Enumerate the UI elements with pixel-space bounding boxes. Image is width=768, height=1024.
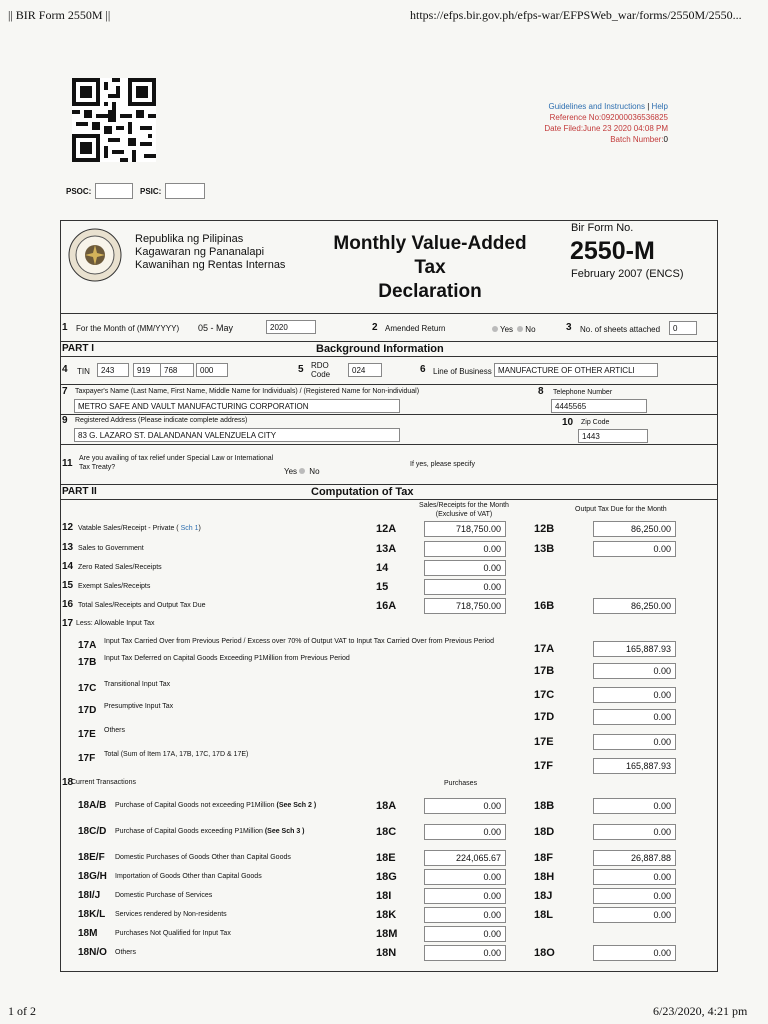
- line-label-text: Purchases Not Qualified for Input Tax: [115, 930, 231, 937]
- code-a: 12A: [376, 523, 397, 535]
- code-a: 18K: [376, 909, 397, 921]
- line-label: [78, 602, 206, 609]
- item-3-number: 3: [566, 322, 572, 333]
- specify-label: If yes, please specify: [410, 461, 475, 468]
- amount-b-field[interactable]: 0.00: [593, 824, 676, 840]
- code-b: 12B: [534, 523, 555, 535]
- code-label: 17E: [78, 729, 96, 740]
- amount-b-field[interactable]: 0.00: [593, 907, 676, 923]
- line-label-tail: ): [198, 525, 201, 532]
- print-timestamp: 6/23/2020, 4:21 pm: [653, 1004, 748, 1018]
- amount-b-field[interactable]: 26,887.88: [593, 850, 676, 866]
- code-b: 18J: [534, 890, 553, 902]
- line-label-text: Purchase of Capital Goods exceeding P1Million: [115, 828, 263, 835]
- code-label: 18N/O: [78, 947, 107, 958]
- line-label: Presumptive Input Tax: [104, 703, 174, 710]
- part1-title: Background Information: [316, 343, 444, 355]
- form-number: 2550-M: [570, 237, 655, 265]
- amount-b-field[interactable]: 0.00: [593, 869, 676, 885]
- psic-field[interactable]: [165, 183, 205, 199]
- psic-label: PSIC:: [140, 187, 162, 196]
- line-label-text: Sales to Government: [78, 545, 144, 552]
- code-a: 18M: [376, 928, 398, 940]
- form-no-label: Bir Form No.: [571, 222, 634, 234]
- code-label: 18G/H: [78, 871, 107, 882]
- sheets-label: No. of sheets attached: [580, 325, 661, 334]
- code-a: 13A: [376, 543, 397, 555]
- code-a: 18C: [376, 826, 397, 838]
- amount-b-field[interactable]: 0.00: [593, 687, 676, 703]
- tin-field-1[interactable]: 243: [97, 363, 129, 377]
- code-label: 17F: [78, 753, 96, 764]
- department-label: Kagawaran ng Pananalapi: [135, 246, 265, 258]
- rdo-field[interactable]: 024: [348, 363, 382, 377]
- amount-a-field[interactable]: 0.00: [424, 798, 506, 814]
- taxpayer-name-field[interactable]: METRO SAFE AND VAULT MANUFACTURING CORPORATION: [74, 399, 400, 413]
- code-b: 18L: [534, 909, 553, 921]
- form-title: Monthly Value-Added Tax Declaration: [333, 233, 527, 302]
- line-number: 14: [62, 561, 74, 572]
- line-label: [115, 854, 291, 861]
- code-b: 17F: [534, 760, 553, 772]
- amount-a-field[interactable]: 0.00: [424, 926, 506, 942]
- code-b: 18B: [534, 800, 555, 812]
- line-label: [78, 564, 162, 571]
- tax-relief-radio-group[interactable]: Yes No: [284, 467, 320, 476]
- amount-b-field[interactable]: 86,250.00: [593, 521, 676, 537]
- line-label-text: Others: [115, 949, 137, 956]
- line-label-text: Zero Rated Sales/Receipts: [78, 564, 162, 571]
- amount-b-field[interactable]: 165,887.93: [593, 758, 676, 774]
- item-5-number: 5: [298, 364, 304, 375]
- radio-no-icon[interactable]: [517, 326, 523, 332]
- amount-a-field[interactable]: 0.00: [424, 888, 506, 904]
- code-label: 17A: [78, 640, 97, 651]
- purchases-column-header: Purchases: [444, 780, 478, 787]
- code-a: 18E: [376, 852, 396, 864]
- divider: [60, 444, 717, 445]
- reference-label: Reference No:: [549, 113, 602, 122]
- tin-field-3[interactable]: 768: [160, 363, 194, 377]
- line-label: [115, 828, 305, 835]
- code-label: 18K/L: [78, 909, 106, 920]
- sheets-field[interactable]: 0: [669, 321, 697, 335]
- print-header-url: https://efps.bir.gov.ph/efps-war/EFPSWeb_war/forms/2550M/2550...: [410, 8, 742, 22]
- amended-radio-group[interactable]: Yes No: [490, 325, 536, 334]
- line-of-business-field[interactable]: MANUFACTURE OF OTHER ARTICLI: [494, 363, 658, 377]
- line-label: [78, 583, 150, 590]
- item-7-number: 7: [62, 386, 68, 397]
- item-2-number: 2: [372, 322, 378, 333]
- amount-b-field[interactable]: 0.00: [593, 945, 676, 961]
- code-b: 17A: [534, 643, 555, 655]
- schedule-reference: (See Sch 3 ): [264, 828, 305, 835]
- code-b: 17C: [534, 689, 555, 701]
- batch-value: 0: [663, 135, 668, 144]
- line-label-text: Vatable Sales/Receipt - Private (: [78, 525, 179, 532]
- date-filed-value: June 23 2020 04:08 PM: [583, 124, 668, 133]
- code-a: 14: [376, 562, 389, 574]
- line-label: [115, 892, 212, 899]
- part2-title: Computation of Tax: [311, 486, 414, 498]
- tax-relief-question: Are you availing of tax relief under Special Law or International Tax Treaty?: [79, 455, 274, 471]
- code-b: 18H: [534, 871, 555, 883]
- page-number: 1 of 2: [8, 1004, 36, 1018]
- code-label: 18E/F: [78, 852, 105, 863]
- line-label: Others: [104, 727, 126, 734]
- line-label-text: Total Sales/Receipts and Output Tax Due: [78, 602, 206, 609]
- line-number: 12: [62, 522, 74, 533]
- code-a: 18A: [376, 800, 397, 812]
- code-label: 18C/D: [78, 826, 107, 837]
- address-field[interactable]: 83 G. LAZARO ST. DALANDANAN VALENZUELA CITY: [74, 428, 400, 442]
- line-label-text: Services rendered by Non-residents: [115, 911, 227, 918]
- line-number: 13: [62, 542, 74, 553]
- schedule-reference: (See Sch 2 ): [276, 802, 317, 809]
- telephone-field[interactable]: 4445565: [551, 399, 647, 413]
- item-18-number: 18: [62, 777, 74, 788]
- line-label: [115, 949, 136, 956]
- amount-b-field[interactable]: 0.00: [593, 541, 676, 557]
- tin-field-2[interactable]: 919: [133, 363, 165, 377]
- code-b: 13B: [534, 543, 555, 555]
- divider: [60, 384, 717, 385]
- amount-b-field[interactable]: 0.00: [593, 888, 676, 904]
- code-label: 18I/J: [78, 890, 101, 901]
- rdo-label: RDO Code: [311, 361, 331, 379]
- qr-code: [72, 78, 156, 162]
- divider: [60, 341, 717, 342]
- amount-a-field[interactable]: 718,750.00: [424, 521, 506, 537]
- amount-a-field[interactable]: 0.00: [424, 560, 506, 576]
- output-tax-column-header: Output Tax Due for the Month: [575, 506, 667, 513]
- code-a: 18N: [376, 947, 397, 959]
- amount-b-field[interactable]: 165,887.93: [593, 641, 676, 657]
- code-a: 15: [376, 581, 389, 593]
- divider: [60, 414, 717, 415]
- tin-label: TIN: [77, 367, 90, 376]
- line-label: Input Tax Carried Over from Previous Period / Excess over 70% of Output VAT to Input Tax Carried Over from Previous Period: [104, 638, 494, 645]
- zip-field[interactable]: 1443: [578, 429, 648, 443]
- zip-label: Zip Code: [581, 419, 610, 426]
- divider: [60, 356, 717, 357]
- batch-label: Batch Number:: [610, 135, 664, 144]
- amount-b-field[interactable]: 0.00: [593, 798, 676, 814]
- code-a: 18I: [376, 890, 392, 902]
- line-label: [115, 930, 231, 937]
- amount-b-field[interactable]: 0.00: [593, 709, 676, 725]
- line-number: 15: [62, 580, 74, 591]
- amount-b-field[interactable]: 86,250.00: [593, 598, 676, 614]
- item-1-number: 1: [62, 322, 68, 333]
- taxpayer-name-label: Taxpayer's Name (Last Name, First Name, Middle Name for Individuals) / (Registered Name for Non-individual): [75, 388, 420, 395]
- item-9-number: 9: [62, 415, 68, 426]
- agency-names: [135, 233, 285, 272]
- line-label: Total (Sum of Item 17A, 17B, 17C, 17D & 17E): [104, 751, 249, 758]
- line-of-business-label: Line of Business: [433, 367, 492, 376]
- divider: [60, 313, 717, 314]
- divider: [60, 499, 717, 500]
- radio-yes-icon[interactable]: [492, 326, 498, 332]
- amount-a-field[interactable]: 224,065.67: [424, 850, 506, 866]
- line-label-text: Domestic Purchases of Goods Other than Capital Goods: [115, 854, 291, 861]
- bir-seal-icon: [68, 228, 122, 282]
- code-b: 16B: [534, 600, 555, 612]
- amount-a-field[interactable]: 0.00: [424, 541, 506, 557]
- code-b: 17D: [534, 711, 555, 723]
- code-label: 17C: [78, 683, 97, 694]
- code-label: 18A/B: [78, 800, 107, 811]
- item-17-number: 17: [62, 618, 74, 629]
- bureau-label: Kawanihan ng Rentas Internas: [135, 259, 286, 271]
- line-label: [115, 911, 227, 918]
- line-label-text: Exempt Sales/Receipts: [78, 583, 151, 590]
- amount-b-field[interactable]: 0.00: [593, 663, 676, 679]
- code-a: 18G: [376, 871, 397, 883]
- code-label: 17B: [78, 657, 97, 668]
- code-b: 18D: [534, 826, 555, 838]
- item-11-number: 11: [62, 458, 73, 469]
- amended-return-label: Amended Return: [385, 324, 446, 333]
- help-link[interactable]: Help: [651, 102, 668, 111]
- year-field[interactable]: 2020: [266, 320, 316, 334]
- line-label: [78, 545, 144, 552]
- part2-label: PART II: [62, 486, 97, 497]
- psoc-label: PSOC:: [66, 187, 92, 196]
- amount-a-field[interactable]: 0.00: [424, 945, 506, 961]
- republic-label: Republika ng Pilipinas: [135, 233, 244, 245]
- sales-column-header: Sales/Receipts for the Month (Exclusive of VAT): [419, 502, 509, 518]
- telephone-label: Telephone Number: [553, 389, 613, 396]
- schedule-link[interactable]: Sch 1: [180, 525, 199, 532]
- guidelines-link[interactable]: Guidelines and Instructions: [548, 102, 645, 111]
- address-label: Registered Address (Please indicate complete address): [75, 417, 248, 424]
- item-8-number: 8: [538, 386, 544, 397]
- item-6-number: 6: [420, 364, 426, 375]
- line-label: Transitional Input Tax: [104, 681, 171, 688]
- amount-a-field[interactable]: 0.00: [424, 824, 506, 840]
- line-label-text: Importation of Goods Other than Capital Goods: [115, 873, 262, 880]
- code-b: 18O: [534, 947, 555, 959]
- radio-yes-icon[interactable]: [299, 468, 305, 474]
- amount-a-field[interactable]: 0.00: [424, 579, 506, 595]
- divider: [60, 484, 717, 485]
- item-4-number: 4: [62, 364, 68, 375]
- item-18-label: Current Transactions: [71, 779, 136, 786]
- line-label: [78, 525, 201, 532]
- code-b: 17B: [534, 665, 555, 677]
- month-label: For the Month of (MM/YYYY): [76, 324, 180, 333]
- code-b: 18F: [534, 852, 553, 864]
- amount-a-field[interactable]: 718,750.00: [424, 598, 506, 614]
- line-label: Input Tax Deferred on Capital Goods Exceeding P1Million from Previous Period: [104, 655, 350, 662]
- code-b: 17E: [534, 736, 554, 748]
- code-label: 17D: [78, 705, 97, 716]
- code-a: 16A: [376, 600, 397, 612]
- amount-a-field[interactable]: 0.00: [424, 907, 506, 923]
- psoc-field[interactable]: [95, 183, 133, 199]
- reference-value: 092000036536825: [601, 113, 668, 122]
- line-label-text: Domestic Purchase of Services: [115, 892, 213, 899]
- amount-b-field[interactable]: 0.00: [593, 734, 676, 750]
- item-17-label: Less: Allowable Input Tax: [76, 620, 155, 627]
- amount-a-field[interactable]: 0.00: [424, 869, 506, 885]
- code-label: 18M: [78, 928, 98, 939]
- filing-info: Guidelines and Instructions | Help Reference No:092000036536825 Date Filed:June 23 2020 04:08 PM Batch Number:0: [544, 102, 668, 144]
- line-number: 16: [62, 599, 74, 610]
- line-label-text: Purchase of Capital Goods not exceeding P1Million: [115, 802, 275, 809]
- part1-label: PART I: [62, 343, 95, 354]
- line-label: [115, 873, 262, 880]
- date-filed-label: Date Filed:: [544, 124, 584, 133]
- line-label: [115, 802, 316, 809]
- item-10-number: 10: [562, 417, 574, 428]
- month-value[interactable]: 05 - May: [198, 323, 234, 333]
- print-header-title: || BIR Form 2550M ||: [8, 8, 111, 22]
- form-version: February 2007 (ENCS): [571, 268, 684, 280]
- tin-field-4[interactable]: 000: [196, 363, 228, 377]
